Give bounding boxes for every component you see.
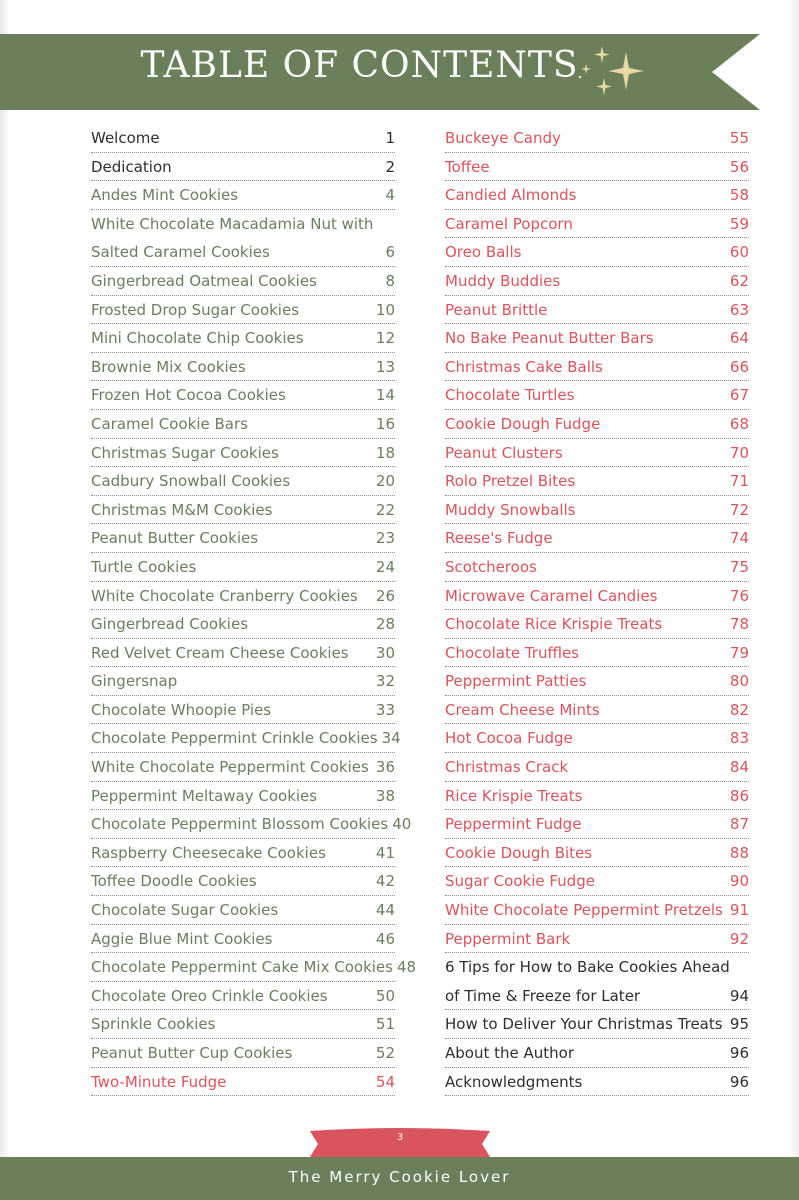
toc-entry[interactable] xyxy=(445,553,749,582)
toc-entry[interactable] xyxy=(445,181,749,210)
toc-entry[interactable] xyxy=(91,153,395,182)
toc-entry-title: Microwave Caramel Candies xyxy=(445,586,658,605)
toc-entry-title: Gingersnap xyxy=(91,672,178,691)
toc-entry-page: 55 xyxy=(729,129,749,147)
toc-entry-page: 6 xyxy=(385,243,395,262)
toc-entry[interactable] xyxy=(445,724,749,753)
toc-entry[interactable] xyxy=(445,582,749,611)
toc-entry-title: Peppermint Patties xyxy=(445,672,587,691)
toc-entry[interactable] xyxy=(91,381,395,410)
toc-entry-title: Rolo Pretzel Bites xyxy=(445,472,576,491)
toc-entry-title: Christmas Cake Balls xyxy=(445,357,603,376)
toc-entry-title: Chocolate Truffles xyxy=(445,643,579,662)
toc-entry-title: Hot Cocoa Fudge xyxy=(445,729,573,748)
toc-entry[interactable] xyxy=(91,296,395,325)
toc-entry-page: 40 xyxy=(392,815,412,834)
toc-entry-title: Caramel Popcorn xyxy=(445,214,573,233)
toc-entry[interactable] xyxy=(445,324,749,353)
toc-entry-title: Christmas Crack xyxy=(445,758,569,777)
toc-entry-page: 58 xyxy=(729,186,749,205)
toc-entry-title: Chocolate Peppermint Cake Mix Cookies xyxy=(91,958,393,977)
toc-entry[interactable] xyxy=(91,410,395,439)
toc-entry-page: 8 xyxy=(385,271,395,290)
toc-entry-page: 72 xyxy=(729,500,749,519)
toc-entry-page: 52 xyxy=(375,1044,395,1062)
toc-entry-title: White Chocolate Peppermint Pretzels xyxy=(445,901,723,920)
toc-entry[interactable] xyxy=(445,1039,749,1068)
toc-entry[interactable] xyxy=(445,296,749,325)
toc-entry-page: 92 xyxy=(729,929,749,948)
toc-entry-title: Scotcheroos xyxy=(445,557,537,576)
toc-entry-page: 80 xyxy=(729,672,749,691)
toc-entry-title: Chocolate Whoopie Pies xyxy=(91,700,272,719)
toc-entry[interactable] xyxy=(91,238,395,267)
toc-entry-title: Peppermint Fudge xyxy=(445,815,582,834)
toc-entry-page: 78 xyxy=(729,615,749,634)
toc-entry[interactable] xyxy=(445,353,749,382)
toc-entry-page: 87 xyxy=(729,815,749,834)
toc-entry[interactable] xyxy=(91,1010,395,1039)
toc-entry[interactable] xyxy=(91,867,395,896)
toc-entry[interactable] xyxy=(91,553,395,582)
book-title: The Merry Cookie Lover xyxy=(288,1168,511,1186)
toc-entry-page: 71 xyxy=(729,472,749,491)
toc-entry-title: Chocolate Oreo Crinkle Cookies xyxy=(91,986,328,1005)
toc-left-column xyxy=(91,124,417,1096)
toc-entry-page: 94 xyxy=(729,986,749,1005)
toc-entry-page: 28 xyxy=(375,615,395,634)
toc-entry-page: 51 xyxy=(375,1015,395,1034)
toc-entry-page: 88 xyxy=(729,843,749,862)
toc-entry[interactable] xyxy=(91,953,417,982)
toc-entry-title: Frozen Hot Cocoa Cookies xyxy=(91,386,286,405)
toc-entry[interactable] xyxy=(91,782,395,811)
toc-entry-page: 18 xyxy=(375,443,395,462)
toc-entry-page: 12 xyxy=(375,329,395,348)
toc-entry[interactable] xyxy=(91,439,395,468)
toc-entry[interactable] xyxy=(91,467,395,496)
toc-entry-page: 62 xyxy=(729,271,749,290)
toc-entry-title: Sugar Cookie Fudge xyxy=(445,872,595,891)
toc-entry-page: 33 xyxy=(375,700,395,719)
toc-entry-title: Peanut Clusters xyxy=(445,443,563,462)
toc-entry[interactable] xyxy=(445,267,749,296)
toc-entry[interactable] xyxy=(445,153,749,182)
toc-entry[interactable] xyxy=(91,925,395,954)
toc-entry[interactable] xyxy=(91,181,395,210)
toc-entry[interactable] xyxy=(91,610,395,639)
toc-entry-title: Christmas Sugar Cookies xyxy=(91,443,279,462)
toc-entry[interactable] xyxy=(91,267,395,296)
toc-entry[interactable] xyxy=(445,753,749,782)
toc-entry-title: Peppermint Meltaway Cookies xyxy=(91,786,318,805)
toc-entry-page: 82 xyxy=(729,700,749,719)
toc-entry[interactable] xyxy=(445,124,749,153)
toc-entry-title: Brownie Mix Cookies xyxy=(91,357,246,376)
toc-entry[interactable] xyxy=(445,439,749,468)
toc-entry-page: 50 xyxy=(375,986,395,1005)
toc-entry[interactable] xyxy=(91,896,395,925)
toc-entry-page: 54 xyxy=(375,1072,395,1091)
toc-entry[interactable] xyxy=(91,724,401,753)
toc-entry-page: 84 xyxy=(729,758,749,777)
toc-entry[interactable] xyxy=(445,896,749,925)
toc-entry-title: Peanut Brittle xyxy=(445,300,548,319)
toc-entry[interactable] xyxy=(445,925,749,954)
toc-entry-title: Frosted Drop Sugar Cookies xyxy=(91,300,300,319)
toc-entry-page: 56 xyxy=(729,157,749,176)
toc-entry-page: 23 xyxy=(375,529,395,548)
toc-entry-title: Two-Minute Fudge xyxy=(91,1072,227,1091)
toc-entry-page: 41 xyxy=(375,843,395,862)
toc-entry-title: Chocolate Rice Krispie Treats xyxy=(445,615,663,634)
toc-entry[interactable] xyxy=(91,1039,395,1068)
toc-entry[interactable] xyxy=(445,839,749,868)
toc-entry-page: 79 xyxy=(729,643,749,662)
toc-entry-page: 90 xyxy=(729,872,749,891)
toc-entry-title: How to Deliver Your Christmas Treats xyxy=(445,1015,723,1034)
toc-entry[interactable] xyxy=(445,496,749,525)
toc-entry-title: Chocolate Peppermint Crinkle Cookies xyxy=(91,729,378,748)
toc-entry-title: Turtle Cookies xyxy=(91,557,197,576)
toc-entry-page: 36 xyxy=(375,758,395,777)
toc-entry-page: 66 xyxy=(729,357,749,376)
toc-entry-title: Cookie Dough Bites xyxy=(445,843,593,862)
toc-entry-title: Cookie Dough Fudge xyxy=(445,414,601,433)
toc-entry[interactable] xyxy=(445,524,749,553)
toc-entry-title: Toffee Doodle Cookies xyxy=(91,872,257,891)
toc-entry-page: 20 xyxy=(375,472,395,491)
toc-entry-page: 38 xyxy=(375,786,395,805)
toc-entry-page: 48 xyxy=(396,958,417,977)
toc-entry-title: Gingerbread Oatmeal Cookies xyxy=(91,271,317,290)
toc-entry-title: Oreo Balls xyxy=(445,243,522,262)
toc-entry-title: Chocolate Sugar Cookies xyxy=(91,901,279,920)
toc-entry-title: Cadbury Snowball Cookies xyxy=(91,472,291,491)
toc-entry-page: 46 xyxy=(375,929,395,948)
toc-entry-page: 42 xyxy=(375,872,395,891)
toc-entry-page: 59 xyxy=(729,214,749,233)
toc-entry-title: Toffee xyxy=(445,157,490,176)
toc-entry-title: Peppermint Bark xyxy=(445,929,571,948)
toc-entry[interactable] xyxy=(91,839,395,868)
toc-entry[interactable] xyxy=(91,210,395,239)
toc-entry-page: 13 xyxy=(375,357,395,376)
toc-entry[interactable] xyxy=(91,982,395,1011)
toc-entry-title: Aggie Blue Mint Cookies xyxy=(91,929,273,948)
toc-entry-title: No Bake Peanut Butter Bars xyxy=(445,329,654,348)
toc-entry-page: 95 xyxy=(729,1015,749,1034)
toc-entry-title: Raspberry Cheesecake Cookies xyxy=(91,843,326,862)
toc-entry-page: 30 xyxy=(375,643,395,662)
toc-entry-title: Muddy Snowballs xyxy=(445,500,576,519)
toc-entry-page: 32 xyxy=(375,672,395,691)
toc-entry-page: 22 xyxy=(375,500,395,519)
toc-entry[interactable] xyxy=(445,238,749,267)
toc-entry-title: of Time & Freeze for Later xyxy=(445,986,641,1005)
page-title: TABLE OF CONTENTS xyxy=(140,45,579,86)
toc-entry[interactable] xyxy=(445,639,749,668)
toc-entry[interactable] xyxy=(91,753,395,782)
toc-entry[interactable] xyxy=(445,381,749,410)
toc-entry-title: Welcome xyxy=(91,129,160,147)
toc-entry-page: 76 xyxy=(729,586,749,605)
toc-entry-title: Andes Mint Cookies xyxy=(91,186,239,205)
toc-entry-title: Salted Caramel Cookies xyxy=(91,243,270,262)
toc-entry-title: Sprinkle Cookies xyxy=(91,1015,216,1034)
toc-entry-page: 83 xyxy=(729,729,749,748)
toc-entry-page: 2 xyxy=(385,157,395,176)
toc-entry-title: Dedication xyxy=(91,157,172,176)
toc-entry[interactable] xyxy=(445,410,749,439)
toc-entry-title: Cream Cheese Mints xyxy=(445,700,600,719)
toc-entry-title: 6 Tips for How to Bake Cookies Ahead xyxy=(445,958,730,977)
toc-entry-title: Caramel Cookie Bars xyxy=(91,414,248,433)
toc-entry-page: 70 xyxy=(729,443,749,462)
toc-entry[interactable] xyxy=(91,639,395,668)
toc-entry-title: Christmas M&M Cookies xyxy=(91,500,273,519)
toc-entry-title: Reese's Fudge xyxy=(445,529,553,548)
toc-entry[interactable] xyxy=(445,1010,749,1039)
toc-entry[interactable] xyxy=(91,667,395,696)
toc-entry-page: 26 xyxy=(375,586,395,605)
toc-entry-title: Peanut Butter Cup Cookies xyxy=(91,1044,293,1062)
toc-entry[interactable] xyxy=(445,467,749,496)
toc-entry-page: 96 xyxy=(729,1072,749,1091)
toc-entry-title: Peanut Butter Cookies xyxy=(91,529,259,548)
toc-entry[interactable] xyxy=(91,696,395,725)
toc-entry-page: 24 xyxy=(375,557,395,576)
toc-entry[interactable] xyxy=(445,696,749,725)
toc-entry-page: 91 xyxy=(729,901,749,920)
toc-entry[interactable] xyxy=(91,582,395,611)
toc-entry[interactable] xyxy=(91,124,395,153)
toc-entry[interactable] xyxy=(445,953,749,982)
toc-entry[interactable] xyxy=(91,524,395,553)
toc-entry-title: White Chocolate Peppermint Cookies xyxy=(91,758,369,777)
toc-entry-title: Buckeye Candy xyxy=(445,129,561,147)
toc-entry-page: 14 xyxy=(375,386,395,405)
toc-entry-page: 64 xyxy=(729,329,749,348)
toc-entry[interactable] xyxy=(445,210,749,239)
toc-entry[interactable] xyxy=(91,324,395,353)
toc-entry-title: Gingerbread Cookies xyxy=(91,615,249,634)
toc-entry-page: 16 xyxy=(375,414,395,433)
toc-entry-page: 34 xyxy=(381,729,401,748)
toc-entry-page: 96 xyxy=(729,1044,749,1062)
toc-entry-page: 4 xyxy=(385,186,395,205)
toc-entry[interactable] xyxy=(445,982,749,1011)
toc-entry[interactable] xyxy=(445,1068,749,1097)
toc-entry-page: 44 xyxy=(375,901,395,920)
toc-entry-title: Muddy Buddies xyxy=(445,271,561,290)
toc-entry[interactable] xyxy=(91,1068,395,1097)
toc-entry-page: 1 xyxy=(385,129,395,147)
sparkle-icon xyxy=(574,44,648,100)
toc-entry-title: Red Velvet Cream Cheese Cookies xyxy=(91,643,349,662)
page-number: 3 xyxy=(396,1132,404,1143)
toc-entry-title: White Chocolate Cranberry Cookies xyxy=(91,586,358,605)
toc-entry-title: Mini Chocolate Chip Cookies xyxy=(91,329,304,348)
toc-right-column xyxy=(445,124,749,1096)
toc-entry-title: Chocolate Turtles xyxy=(445,386,575,405)
toc-entry-page: 60 xyxy=(729,243,749,262)
toc-entry-title: Rice Krispie Treats xyxy=(445,786,583,805)
toc-entry[interactable] xyxy=(445,610,749,639)
toc-entry-page: 74 xyxy=(729,529,749,548)
toc-entry[interactable] xyxy=(445,782,749,811)
toc-entry[interactable] xyxy=(91,810,412,839)
toc-entry-page: 63 xyxy=(729,300,749,319)
toc-entry-title: Chocolate Peppermint Blossom Cookies xyxy=(91,815,389,834)
toc-entry[interactable] xyxy=(445,810,749,839)
toc-entry-title: About the Author xyxy=(445,1044,575,1062)
toc-entry-title: Candied Almonds xyxy=(445,186,577,205)
toc-entry-page: 75 xyxy=(729,557,749,576)
toc-entry[interactable] xyxy=(91,353,395,382)
toc-entry-title: Acknowledgments xyxy=(445,1072,583,1091)
toc-entry-page: 86 xyxy=(729,786,749,805)
toc-entry-page: 67 xyxy=(729,386,749,405)
toc-entry[interactable] xyxy=(445,867,749,896)
toc-entry-page: 68 xyxy=(729,414,749,433)
toc-entry-page: 10 xyxy=(375,300,395,319)
toc-entry-title: White Chocolate Macadamia Nut with xyxy=(91,214,374,233)
toc-entry[interactable] xyxy=(445,667,749,696)
toc-entry[interactable] xyxy=(91,496,395,525)
